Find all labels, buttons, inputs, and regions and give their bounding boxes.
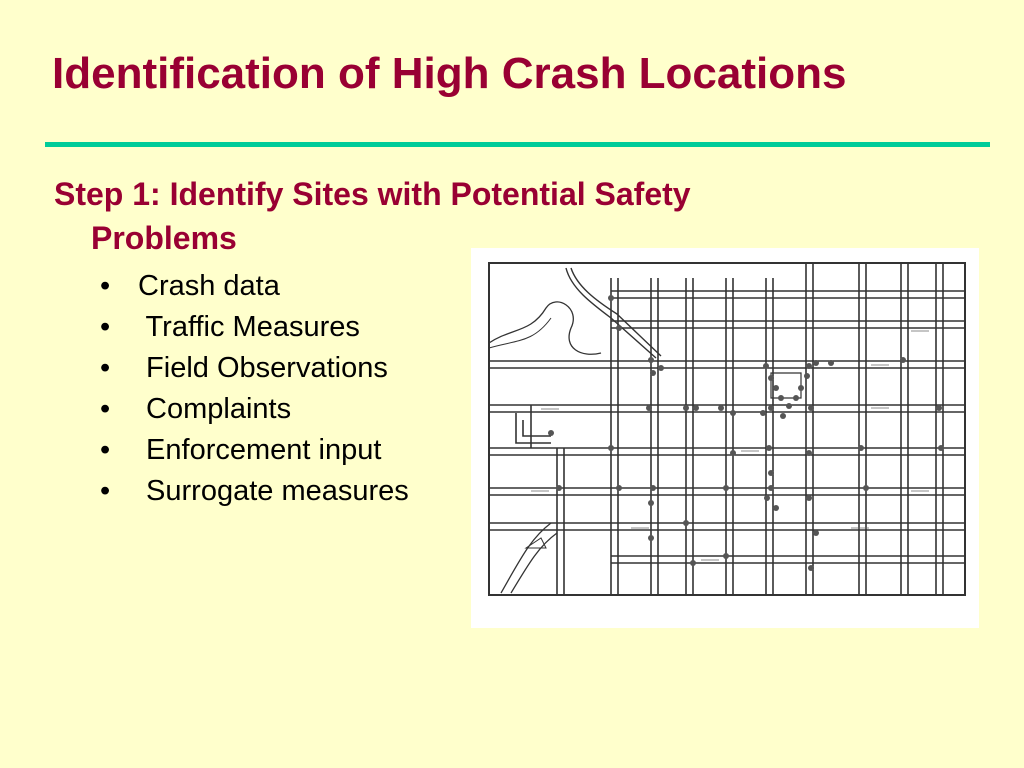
title-divider	[45, 142, 990, 147]
crash-location-map-image	[471, 248, 979, 628]
bullet-icon: •	[100, 270, 111, 302]
list-item-text: Field Observations	[138, 352, 388, 384]
list-item-text: Enforcement input	[138, 434, 382, 466]
bullet-icon: •	[100, 475, 111, 507]
bullet-icon: •	[100, 393, 111, 425]
slide-title: Identification of High Crash Locations	[52, 49, 847, 98]
list-item	[100, 266, 409, 307]
bullet-icon: •	[100, 434, 111, 466]
list-item	[100, 471, 409, 512]
bullet-icon: •	[100, 311, 111, 343]
list-item-text: Traffic Measures	[138, 311, 360, 343]
step-heading-line1: Step 1: Identify Sites with Potential Safety	[54, 176, 691, 212]
bullet-list	[100, 266, 409, 512]
bullet-icon: •	[100, 352, 111, 384]
step-heading-line2: Problems	[91, 220, 237, 256]
step-heading	[54, 172, 884, 260]
list-item-text: Surrogate measures	[138, 475, 409, 507]
list-item	[100, 348, 409, 389]
list-item-text: Complaints	[138, 393, 292, 425]
list-item	[100, 389, 409, 430]
list-item-text: Crash data	[138, 270, 280, 302]
list-item	[100, 307, 409, 348]
list-item	[100, 430, 409, 471]
street-label-marks	[531, 331, 929, 560]
street-grid-map	[471, 248, 979, 628]
